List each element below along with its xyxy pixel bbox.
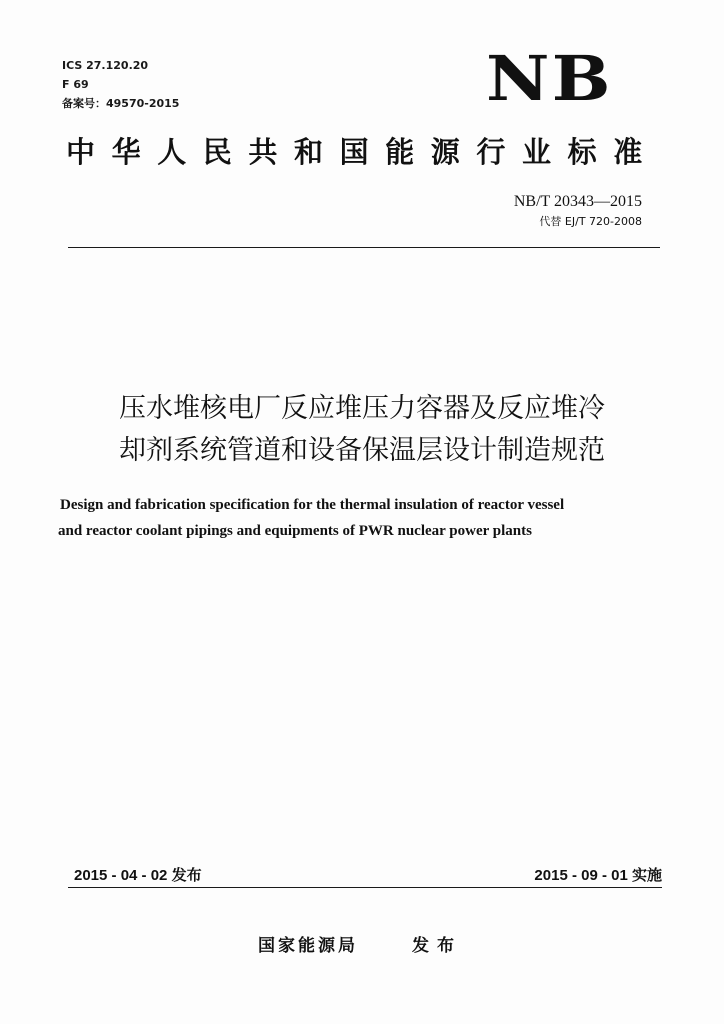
replaces-standard: 代替 EJ/T 720-2008 (539, 215, 642, 228)
english-title-line-2: and reactor coolant pipings and equipments of PWR nuclear power plants (58, 523, 532, 539)
header-divider (68, 247, 660, 248)
standard-number: NB/T 20343—2015 (513, 193, 642, 210)
chinese-title (0, 388, 724, 472)
ccs-code: F 69 (62, 78, 89, 91)
english-title-line-1: Design and fabrication specification for the thermal insulation of reactor vessel (60, 497, 565, 513)
publisher-name: 国家能源局 (258, 936, 358, 956)
issue-date: 2015 - 04 - 02 发布 (74, 867, 202, 884)
ics-code: ICS 27.120.20 (62, 59, 149, 72)
classification-block (62, 56, 179, 113)
publish-label: 发布 (412, 936, 462, 956)
chinese-title-line-2: 却剂系统管道和设备保温层设计制造规范 (119, 435, 605, 466)
implementation-date: 2015 - 09 - 01 实施 (534, 867, 662, 884)
chinese-title-line-1: 压水堆核电厂反应堆压力容器及反应堆冷 (119, 393, 605, 424)
date-divider (68, 887, 662, 888)
filing-number: 备案号：49570-2015 (62, 97, 180, 110)
nb-logo: NB (486, 42, 613, 115)
standard-category-title: 中华人民共和国能源行业标准 (66, 135, 659, 169)
english-title (60, 492, 680, 544)
